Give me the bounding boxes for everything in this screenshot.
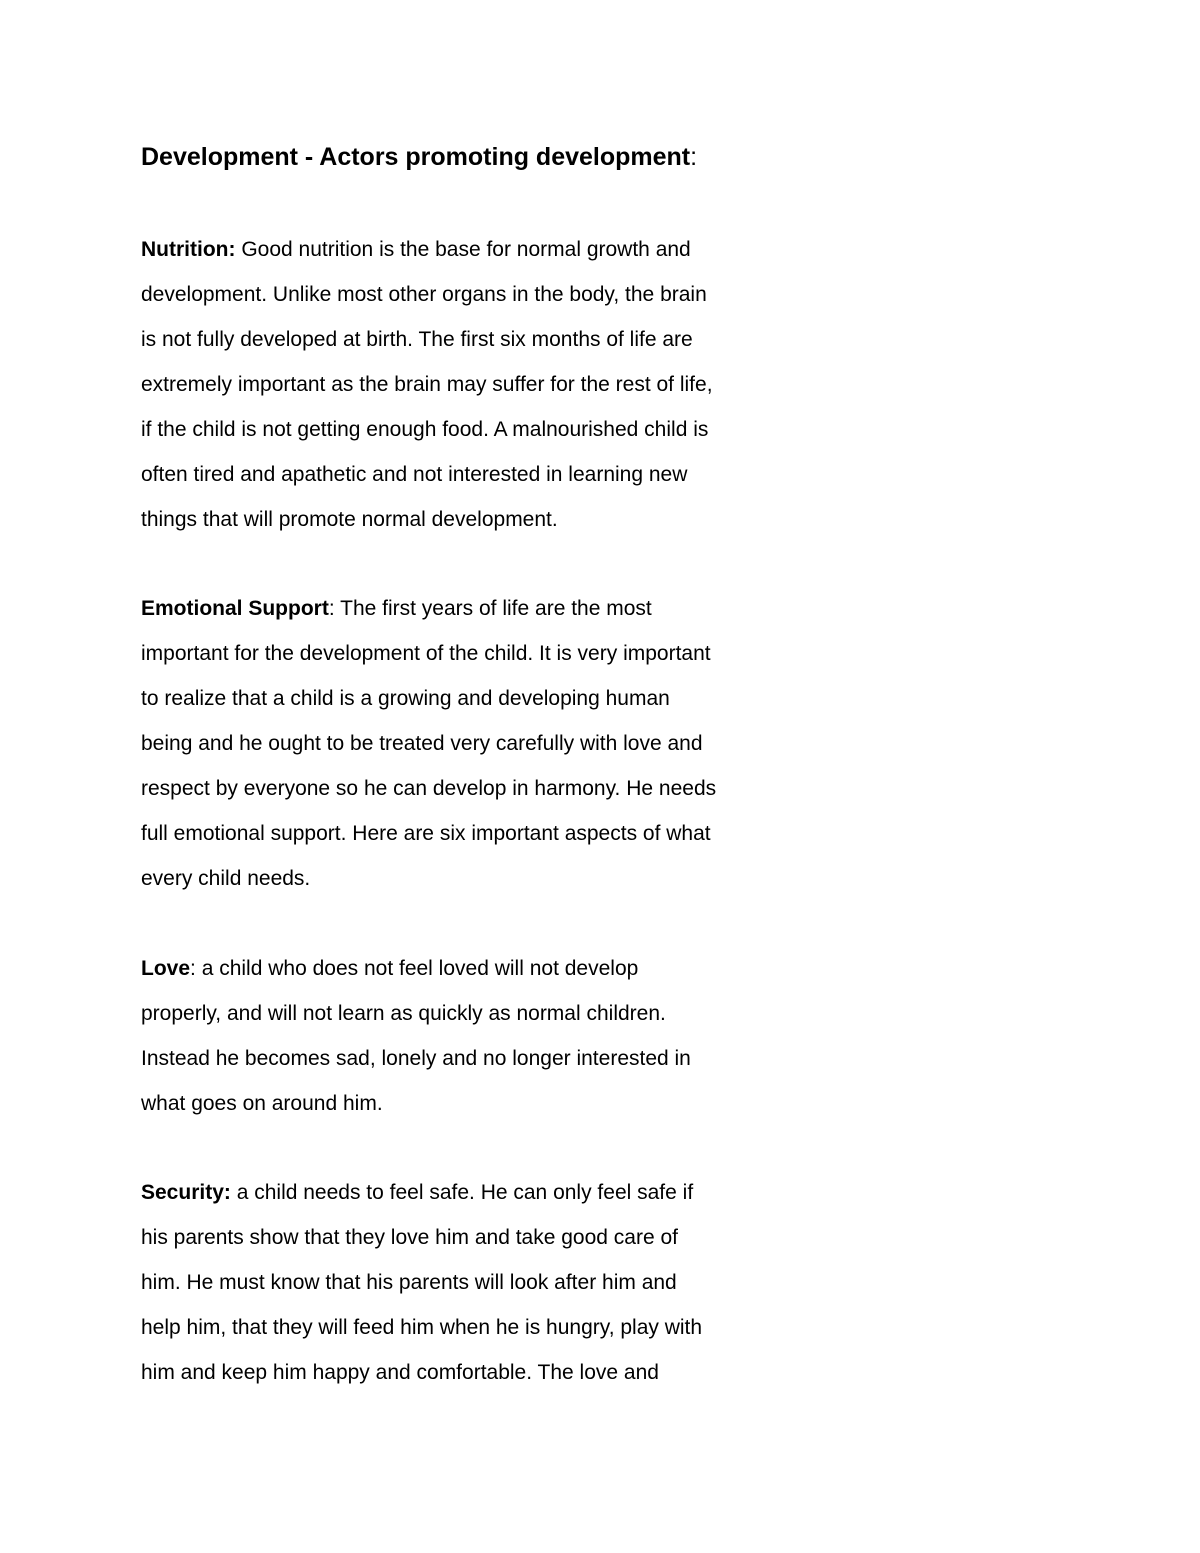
paragraph-line: properly, and will not learn as quickly as normal children. [141,1002,666,1025]
paragraph-line: him and keep him happy and comfortable. The love and [141,1361,659,1384]
paragraph-line-text: a child who does not feel loved will not develop [195,957,639,980]
love-label-tail: : [190,957,196,980]
paragraph-line [141,946,801,991]
document-title-text: Development - Actors promoting development [141,143,691,171]
love-label: Love [141,957,191,980]
security-paragraph [141,1170,801,1395]
paragraph-line-text: a child needs to feel safe. He can only feel safe if [230,1181,694,1204]
paragraph-line [141,586,801,631]
paragraph-line: important for the development of the child. It is very important [141,642,711,665]
paragraph-line-text: Good nutrition is the base for normal growth and [235,238,691,261]
paragraph-line: him. He must know that his parents will look after him and [141,1271,677,1294]
paragraph-line: extremely important as the brain may suffer for the rest of life, [141,373,713,396]
paragraph-line: every child needs. [141,867,311,890]
paragraph-line: to realize that a child is a growing and developing human [141,687,670,710]
emotional-support-label: Emotional Support [141,597,329,620]
paragraph-line: is not fully developed at birth. The first six months of life are [141,328,693,351]
paragraph-line: development. Unlike most other organs in the body, the brain [141,283,707,306]
paragraph-line: being and he ought to be treated very carefully with love and [141,732,703,755]
emotional-support-label-tail: : [328,597,335,620]
nutrition-paragraph [141,227,801,542]
paragraph-line: Instead he becomes sad, lonely and no longer interested in [141,1047,691,1070]
nutrition-label: Nutrition: [141,238,236,261]
paragraph-line: full emotional support. Here are six important aspects of what [141,822,711,845]
love-paragraph [141,946,801,1126]
paragraph-line: things that will promote normal development. [141,508,558,531]
paragraph-line: respect by everyone so he can develop in harmony. He needs [141,777,717,800]
paragraph-line: what goes on around him. [141,1092,383,1115]
paragraph-line: if the child is not getting enough food. A malnourished child is [141,418,709,441]
document-title-colon: : [690,143,698,171]
emotional-support-paragraph [141,586,801,901]
paragraph-line: often tired and apathetic and not interested in learning new [141,463,688,486]
document-title [141,139,697,175]
paragraph-line: help him, that they will feed him when he is hungry, play with [141,1316,703,1339]
paragraph-line [141,1170,801,1215]
paragraph-line-text: The first years of life are the most [334,597,652,620]
paragraph-line [141,227,801,272]
paragraph-line: his parents show that they love him and take good care of [141,1226,678,1249]
security-label: Security: [141,1181,231,1204]
